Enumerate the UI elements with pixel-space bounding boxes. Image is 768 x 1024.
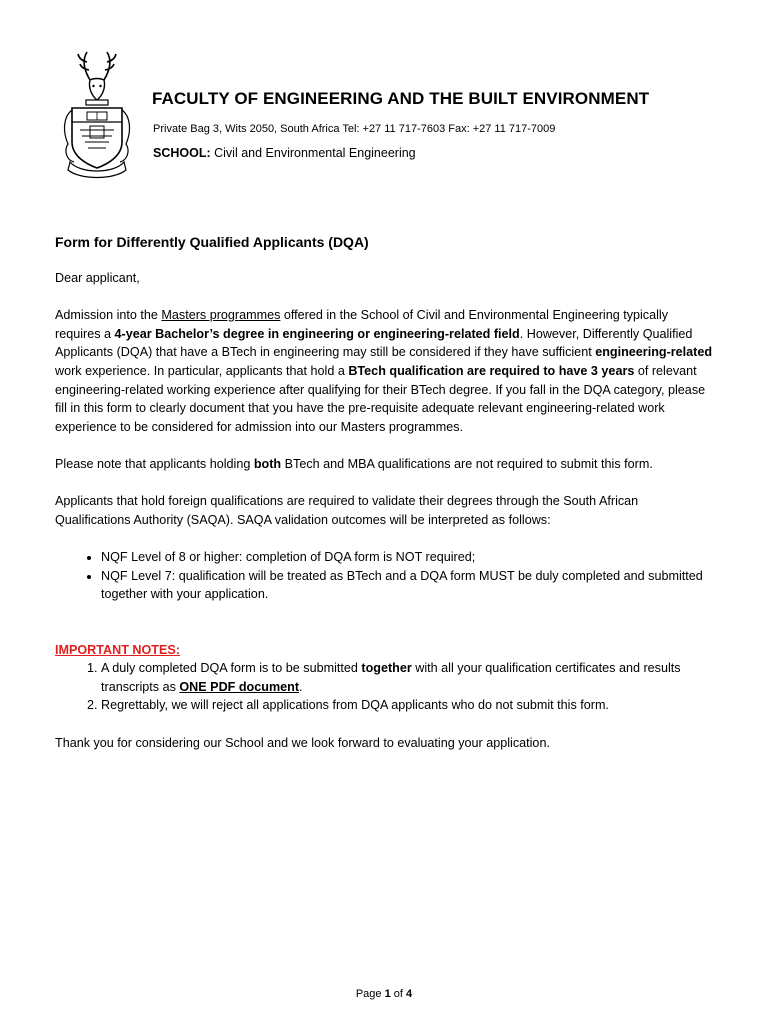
intro-bold-engineering-related: engineering-related: [595, 345, 713, 360]
intro-text-1: Admission into the: [55, 308, 162, 323]
school-label: SCHOOL:: [153, 146, 211, 160]
note1-text-3: .: [299, 679, 303, 694]
intro-bold-btech-requirement: BTech qualification are required to have 3 years: [348, 363, 635, 378]
foreign-qualifications-paragraph: Applicants that hold foreign qualifications are required to validate their degrees through the South African Qualifications Authority (SAQA). SAQA validation outcomes will be interpreted as follows:: [55, 494, 639, 527]
list-item: 2. Regrettably, we will reject all applications from DQA applicants who do not submit this form.: [101, 696, 715, 715]
footer-page-number: 1: [384, 988, 391, 1000]
note-both-text-2: BTech and MBA qualifications are not required to submit this form.: [281, 456, 653, 471]
list-item: • NQF Level 7: qualification will be treated as BTech and a DQA form MUST be duly completed and submitted together with your application.: [101, 567, 715, 604]
intro-text-2: offered in the School of Civil and Environmental Engineering typically requires a: [55, 308, 668, 341]
form-title: Form for Differently Qualified Applicants (DQA): [55, 234, 369, 250]
masters-programmes-link[interactable]: Masters programmes: [161, 308, 281, 323]
address-contact-line: Private Bag 3, Wits 2050, South Africa Tel: +27 11 717-7603 Fax: +27 11 717-7009: [153, 123, 556, 135]
university-crest-logo: [60, 50, 134, 180]
list-item: • NQF Level of 8 or higher: completion of DQA form is NOT required;: [101, 548, 715, 567]
intro-paragraph: [55, 306, 715, 436]
saqa-outcomes-list: [55, 548, 715, 604]
closing-paragraph: Thank you for considering our School and we look forward to evaluating your application.: [55, 735, 550, 750]
footer-page-total: 4: [406, 988, 413, 1000]
note-both-paragraph: [55, 455, 715, 474]
note1-one-pdf: ONE PDF document: [179, 679, 300, 694]
intro-bold-degree: 4-year Bachelor’s degree in engineering or engineering-related field: [114, 326, 520, 341]
note-both-bold: both: [253, 456, 282, 471]
intro-text-5: of relevant engineering-related working experience after qualifying for their BTech degree. If you fall in the DQA category, please fill in this form to clearly document that you have the pre-requisite adequate relevant engineering-related work experience to be considered for admission into our Masters programmes.: [55, 363, 706, 434]
greeting: Dear applicant,: [55, 271, 140, 285]
intro-text-3: . However, Differently Qualified Applicants (DQA) that have a BTech in engineering may still be considered if they have sufficient: [55, 326, 693, 360]
note1-text-1: A duly completed DQA form is to be submitted: [101, 661, 362, 676]
document-body: [55, 233, 715, 771]
note1-bold-together: together: [361, 661, 412, 676]
footer-of-word: of: [390, 988, 407, 1000]
footer-page-word: Page: [355, 988, 385, 1000]
important-notes-list: [55, 659, 715, 715]
intro-text-4: work experience. In particular, applicants that hold a: [55, 363, 349, 378]
important-notes-heading: IMPORTANT NOTES:: [55, 642, 180, 657]
page-footer: [0, 988, 768, 1000]
school-line: [153, 146, 416, 160]
list-item: [101, 659, 715, 696]
school-name: Civil and Environmental Engineering: [214, 146, 416, 160]
note1-text-2: with all your qualification certificates and results transcripts as: [101, 661, 681, 694]
faculty-title: FACULTY OF ENGINEERING AND THE BUILT ENVIRONMENT: [152, 89, 650, 108]
note-both-text-1: Please note that applicants holding: [55, 456, 254, 471]
